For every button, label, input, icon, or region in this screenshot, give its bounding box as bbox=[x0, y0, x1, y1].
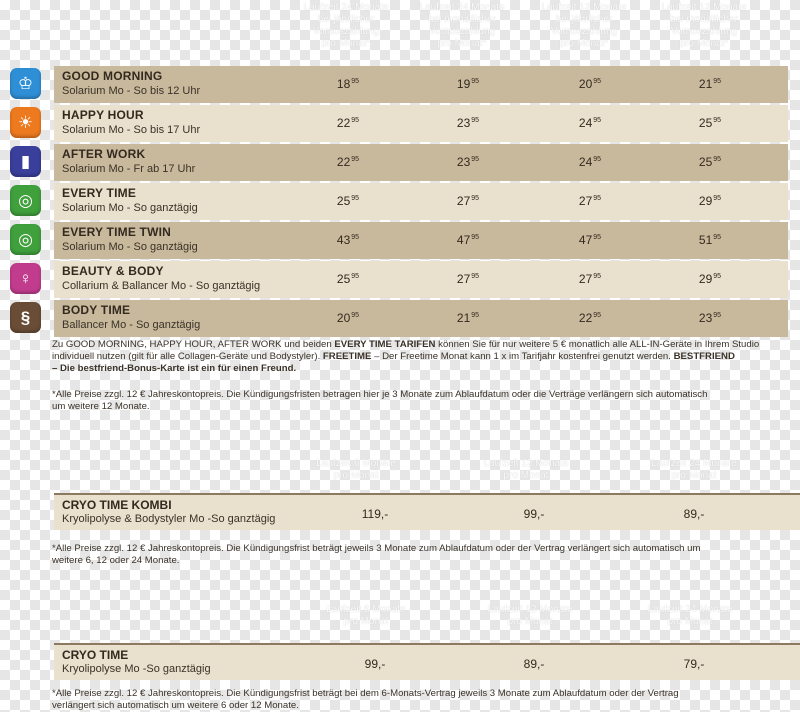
sun-icon: ☀ bbox=[10, 107, 41, 138]
cryo-kombi-header-col-3: Laufzeit 24 Monate pro Monat bbox=[651, 458, 737, 481]
tariff-row-after-work bbox=[20, 144, 788, 181]
price-cell: 89,- bbox=[523, 657, 545, 671]
price-cell: 99,- bbox=[364, 657, 386, 671]
price-cell: $29^{95}$ bbox=[698, 272, 722, 286]
tariff-name: EVERY TIME bbox=[62, 186, 137, 200]
cancellation-note: *Alle Preise zzgl. 12 € Jahreskontopreis. Die Kündigungsfristen betragen hier je 3 Monate zum Ablaufdatum oder die Verträge verlängern sich automatisch um weitere 12 Monate. bbox=[52, 389, 708, 412]
price-cell: $22^{95}$ bbox=[336, 116, 360, 130]
header-col-4: Laufzeit 12 Monate bei monatlicher Vorauszahlung pro Monat* bbox=[661, 2, 747, 49]
price-cell: $21^{95}$ bbox=[456, 311, 480, 325]
header-col-2: Laufzeit 24 Monate bei monatlicher Vorauszahlung pro Monat* bbox=[419, 2, 505, 49]
price-cell: $29^{95}$ bbox=[698, 194, 722, 208]
tariff-desc: Ballancer Mo - So ganztägig bbox=[62, 319, 201, 331]
price-cell: $43^{95}$ bbox=[336, 233, 360, 247]
price-cell: $19^{95}$ bbox=[456, 77, 480, 91]
price-cell: $18^{95}$ bbox=[336, 77, 360, 91]
cryo-header-col-1: Laufzeit 6 Monate pro Monat bbox=[326, 604, 406, 627]
price-table-header bbox=[0, 0, 800, 66]
price-cell: $27^{95}$ bbox=[578, 272, 602, 286]
tariff-name: CRYO TIME KOMBI bbox=[62, 498, 172, 512]
cycle-twin-icon: ◎ bbox=[10, 224, 41, 255]
cryo-kombi-header-col-1: Laufzeit 6 Monate pro Monat bbox=[316, 458, 396, 481]
tariff-name: CRYO TIME bbox=[62, 648, 129, 662]
price-cell: $23^{95}$ bbox=[456, 116, 480, 130]
woman-icon: ♀ bbox=[10, 263, 41, 294]
tariff-name: BODY TIME bbox=[62, 303, 131, 317]
cryo-note: *Alle Preise zzgl. 12 € Jahreskontopreis. Die Kündigungsfrist beträgt bei dem 6-Monats-Vertrag jeweils 3 Monate zum Ablaufdatum oder der Vertrag verlängert sich automatisch um weitere 6 oder 12 Monate. bbox=[52, 688, 679, 711]
price-cell: $47^{95}$ bbox=[456, 233, 480, 247]
tariff-row-happy-hour bbox=[17, 105, 788, 142]
tariff-desc: Kryolipolyse Mo -So ganztägig bbox=[62, 663, 211, 675]
price-cell: $24^{95}$ bbox=[578, 155, 602, 169]
header-col-1: Laufzeit 24 Monate bei jährlicher Vorauszahlung pro Monat* bbox=[303, 2, 389, 49]
tariff-desc: Solarium Mo - So bis 12 Uhr bbox=[62, 85, 201, 97]
cryo-row bbox=[54, 643, 800, 680]
price-cell: 79,- bbox=[683, 657, 705, 671]
price-cell: 89,- bbox=[683, 507, 705, 521]
price-cell: $25^{95}$ bbox=[336, 272, 360, 286]
price-cell: $20^{95}$ bbox=[578, 77, 602, 91]
price-cell: $25^{95}$ bbox=[336, 194, 360, 208]
tariff-desc: Kryolipolyse & Bodystyler Mo -So ganztägig bbox=[62, 513, 276, 525]
price-cell: 99,- bbox=[523, 507, 545, 521]
body-icon: § bbox=[10, 302, 41, 333]
tariff-name: BEAUTY & BODY bbox=[62, 264, 164, 278]
price-cell: $51^{95}$ bbox=[698, 233, 722, 247]
price-cell: $23^{95}$ bbox=[698, 311, 722, 325]
price-cell: $27^{95}$ bbox=[456, 272, 480, 286]
price-cell: $20^{95}$ bbox=[336, 311, 360, 325]
price-cell: 119,- bbox=[361, 507, 389, 521]
price-cell: $21^{95}$ bbox=[698, 77, 722, 91]
cryo-kombi-note: *Alle Preise zzgl. 12 € Jahreskontopreis. Die Kündigungsfrist beträgt jeweils 3 Monate zum Ablaufdatum oder der Vertrag verlängert sich automatisch um weitere 6, 12 oder 24 Monate. bbox=[52, 543, 701, 566]
cycle-icon: ◎ bbox=[10, 185, 41, 216]
price-cell: $27^{95}$ bbox=[456, 194, 480, 208]
tariff-desc: Solarium Mo - Fr ab 17 Uhr bbox=[62, 163, 196, 175]
price-cell: $27^{95}$ bbox=[578, 194, 602, 208]
tariff-row-body-time bbox=[20, 300, 788, 337]
rooster-icon: ♔ bbox=[10, 68, 41, 99]
cryo-kombi-row bbox=[54, 493, 800, 530]
price-cell: $22^{95}$ bbox=[336, 155, 360, 169]
tariff-name: HAPPY HOUR bbox=[62, 108, 144, 122]
tariff-name: AFTER WORK bbox=[62, 147, 146, 161]
tariff-row-every-time-twin bbox=[18, 222, 788, 259]
header-col-3: Laufzeit 12 Monate bei jährlicher Vorauszahlung pro Monat* bbox=[541, 2, 627, 49]
tariff-row-good-morning bbox=[17, 66, 788, 103]
price-cell: $23^{95}$ bbox=[456, 155, 480, 169]
tariff-row-every-time bbox=[18, 183, 788, 220]
tariff-desc: Solarium Mo - So ganztägig bbox=[62, 202, 198, 214]
price-cell: $47^{95}$ bbox=[578, 233, 602, 247]
cryo-header-col-2: Laufzeit 12 Monate pro Monat bbox=[487, 604, 573, 627]
price-cell: $25^{95}$ bbox=[698, 155, 722, 169]
price-cell: $25^{95}$ bbox=[698, 116, 722, 130]
addon-note: Zu GOOD MORNING, HAPPY HOUR, AFTER WORK und beiden EVERY TIME TARIFEN können Sie für nur weitere 5 € monatlich alle ALL-IN-Geräte in Ihrem Studio individuell nutzen (gilt für alle Collagen-Geräte und Bodystyler). FREETIME – Der Freetime Monat kann 1 x im Tarifjahr kostenfrei genutzt werden. BESTFRIEND – Die bestfriend-Bonus-Karte ist ein für einen Freund. bbox=[52, 339, 760, 374]
cryo-header-col-3: Laufzeit 24 Monate pro Monat bbox=[647, 604, 733, 627]
cryo-kombi-header-col-2: Laufzeit 12 Monate pro Monat bbox=[483, 458, 569, 481]
tie-icon: ▮ bbox=[10, 146, 41, 177]
tariff-desc: Collarium & Ballancer Mo - So ganztägig bbox=[62, 280, 261, 292]
tariff-name: GOOD MORNING bbox=[62, 69, 163, 83]
tariff-row-beauty-body bbox=[19, 261, 788, 298]
price-cell: $22^{95}$ bbox=[578, 311, 602, 325]
tariff-desc: Solarium Mo - So bis 17 Uhr bbox=[62, 124, 201, 136]
tariff-desc: Solarium Mo - So ganztägig bbox=[62, 241, 198, 253]
price-cell: $24^{95}$ bbox=[578, 116, 602, 130]
tariff-name: EVERY TIME TWIN bbox=[62, 225, 172, 239]
